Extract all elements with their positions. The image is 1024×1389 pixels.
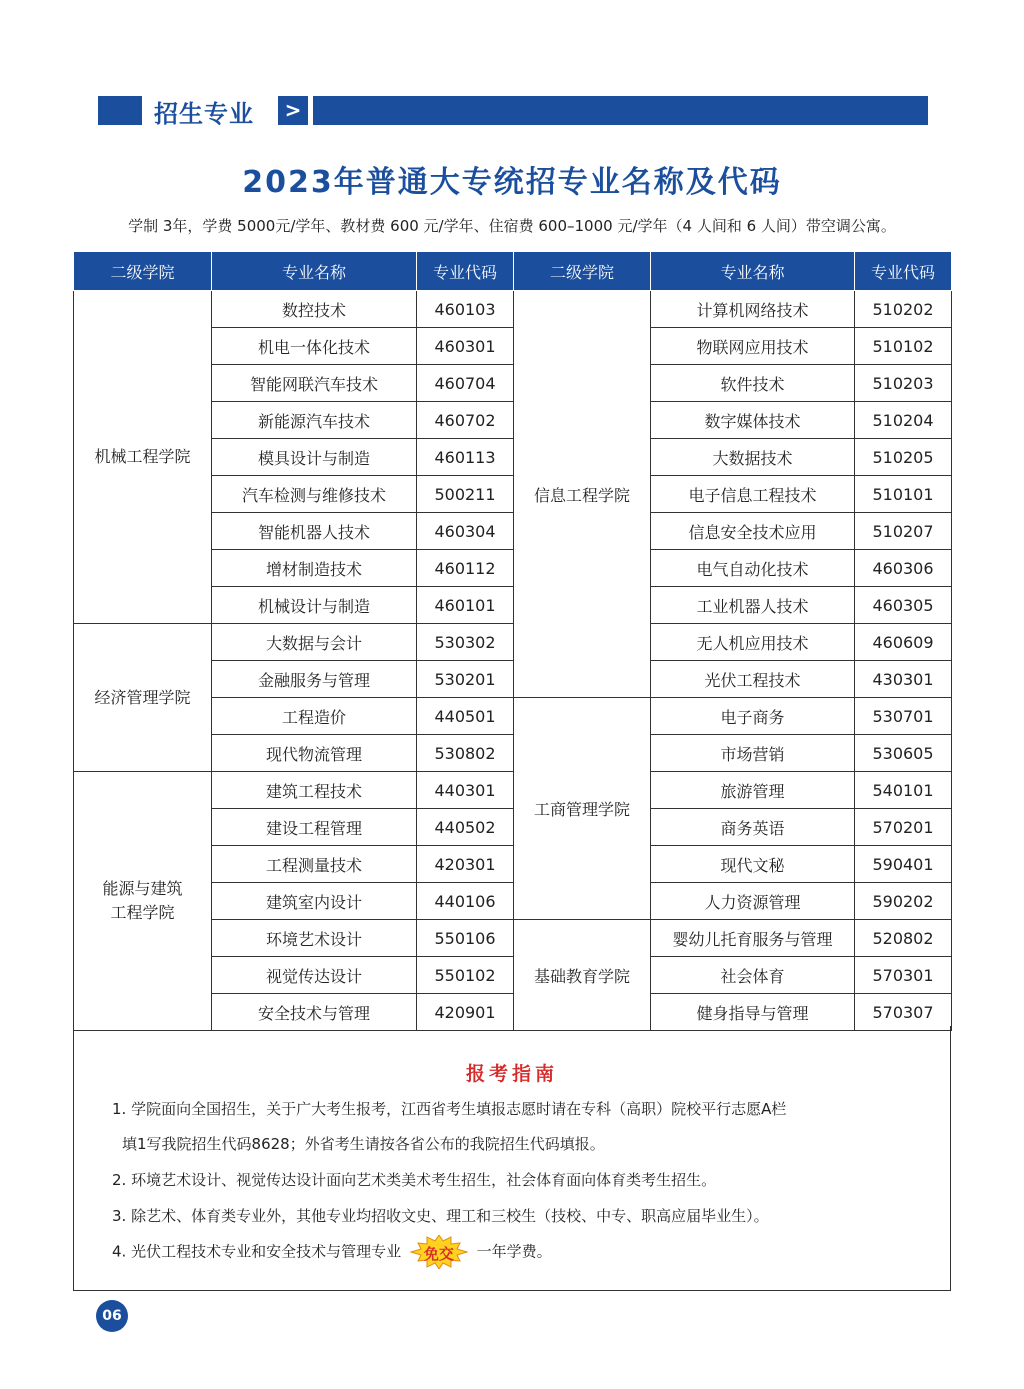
major-name-cell: 智能机器人技术: [212, 513, 417, 550]
guide-title: 报考指南: [465, 1063, 558, 1085]
college-cell-right: 基础教育学院: [514, 920, 651, 1031]
major-name-cell: 电气自动化技术: [651, 550, 855, 587]
major-name-cell: 数字媒体技术: [651, 402, 855, 439]
major-code-cell: 590202: [855, 883, 952, 920]
major-code-cell: 460112: [417, 550, 514, 587]
header-college-left: 二级学院: [74, 252, 212, 291]
major-code-cell: 510204: [855, 402, 952, 439]
page-title: 2023年普通大专统招专业名称及代码: [242, 165, 782, 200]
major-code-cell: 510205: [855, 439, 952, 476]
header-block-right: [313, 96, 928, 125]
major-code-cell: 500211: [417, 476, 514, 513]
major-code-cell: 440502: [417, 809, 514, 846]
college-cell-left: 机械工程学院: [74, 291, 212, 624]
major-name-cell: 无人机应用技术: [651, 624, 855, 661]
college-cell-right: 信息工程学院: [514, 291, 651, 698]
major-name-cell: 现代文秘: [651, 846, 855, 883]
major-name-cell: 工程造价: [212, 698, 417, 735]
major-name-cell: 建筑工程技术: [212, 772, 417, 809]
major-code-cell: 590401: [855, 846, 952, 883]
major-name-cell: 数控技术: [212, 291, 417, 328]
guide-item-4: [112, 1235, 552, 1269]
major-code-cell: 530605: [855, 735, 952, 772]
free-tuition-badge: [410, 1235, 468, 1269]
major-code-cell: 460704: [417, 365, 514, 402]
major-code-cell: 530201: [417, 661, 514, 698]
major-name-cell: 模具设计与制造: [212, 439, 417, 476]
header-code-right: 专业代码: [855, 252, 952, 291]
major-name-cell: 环境艺术设计: [212, 920, 417, 957]
major-code-cell: 460113: [417, 439, 514, 476]
major-code-cell: 510101: [855, 476, 952, 513]
major-code-cell: 570307: [855, 994, 952, 1031]
guide-item-3: 3. 除艺术、体育类专业外，其他专业均招收文史、理工和三校生（技校、中专、职高应届毕业生）。: [112, 1207, 769, 1225]
fee-description: 学制 3年，学费 5000元/学年、教材费 600 元/学年、住宿费 600–1000 元/学年（4 人间和 6 人间）带空调公寓。: [128, 217, 896, 235]
major-name-cell: 工程测量技术: [212, 846, 417, 883]
major-code-cell: 440106: [417, 883, 514, 920]
major-name-cell: 健身指导与管理: [651, 994, 855, 1031]
major-name-cell: 市场营销: [651, 735, 855, 772]
major-name-cell: 建设工程管理: [212, 809, 417, 846]
header-code-left: 专业代码: [417, 252, 514, 291]
major-name-cell: 计算机网络技术: [651, 291, 855, 328]
section-header-bar: [98, 96, 928, 128]
page-number: 06: [96, 1300, 128, 1332]
major-code-cell: 460103: [417, 291, 514, 328]
major-code-cell: 570301: [855, 957, 952, 994]
major-name-cell: 电子商务: [651, 698, 855, 735]
majors-table: [73, 251, 952, 1031]
major-code-cell: 510202: [855, 291, 952, 328]
guide-item-1: 1. 学院面向全国招生，关于广大考生报考，江西省考生填报志愿时请在专科（高职）院校平行志愿A栏: [112, 1100, 787, 1118]
table-header-row: [74, 252, 952, 291]
major-name-cell: 软件技术: [651, 365, 855, 402]
chevron-right-icon: >: [278, 96, 308, 125]
major-name-cell: 工业机器人技术: [651, 587, 855, 624]
major-name-cell: 机械设计与制造: [212, 587, 417, 624]
major-name-cell: 社会体育: [651, 957, 855, 994]
major-name-cell: 视觉传达设计: [212, 957, 417, 994]
major-name-cell: 机电一体化技术: [212, 328, 417, 365]
college-cell-right: 工商管理学院: [514, 698, 651, 920]
application-guide: [73, 1026, 951, 1291]
major-code-cell: 550106: [417, 920, 514, 957]
table-row: [74, 291, 952, 328]
major-code-cell: 530701: [855, 698, 952, 735]
major-code-cell: 440301: [417, 772, 514, 809]
major-name-cell: 汽车检测与维修技术: [212, 476, 417, 513]
major-code-cell: 420301: [417, 846, 514, 883]
major-name-cell: 婴幼儿托育服务与管理: [651, 920, 855, 957]
major-name-cell: 旅游管理: [651, 772, 855, 809]
major-code-cell: 460305: [855, 587, 952, 624]
major-name-cell: 增材制造技术: [212, 550, 417, 587]
major-code-cell: 440501: [417, 698, 514, 735]
major-code-cell: 530802: [417, 735, 514, 772]
major-name-cell: 金融服务与管理: [212, 661, 417, 698]
major-name-cell: 现代物流管理: [212, 735, 417, 772]
header-major-left: 专业名称: [212, 252, 417, 291]
major-code-cell: 510203: [855, 365, 952, 402]
badge-label: 免交: [423, 1245, 454, 1263]
major-code-cell: 510102: [855, 328, 952, 365]
guide-item-4-end: 一年学费。: [476, 1242, 552, 1261]
major-code-cell: 520802: [855, 920, 952, 957]
header-block-left: [98, 96, 142, 125]
section-title: 招生专业: [154, 99, 254, 128]
header-college-right: 二级学院: [514, 252, 651, 291]
major-code-cell: 460609: [855, 624, 952, 661]
table-row: [74, 772, 952, 809]
major-code-cell: 460306: [855, 550, 952, 587]
major-name-cell: 物联网应用技术: [651, 328, 855, 365]
guide-item-4-text: 4. 光伏工程技术专业和安全技术与管理专业: [112, 1242, 402, 1261]
major-code-cell: 460304: [417, 513, 514, 550]
major-code-cell: 530302: [417, 624, 514, 661]
major-name-cell: 建筑室内设计: [212, 883, 417, 920]
major-name-cell: 智能网联汽车技术: [212, 365, 417, 402]
guide-item-1-continued: 填1写我院招生代码8628；外省考生请按各省公布的我院招生代码填报。: [122, 1135, 605, 1153]
major-name-cell: 人力资源管理: [651, 883, 855, 920]
college-cell-left: 能源与建筑 工程学院: [74, 772, 212, 1031]
major-name-cell: 安全技术与管理: [212, 994, 417, 1031]
major-code-cell: 570201: [855, 809, 952, 846]
major-code-cell: 420901: [417, 994, 514, 1031]
major-name-cell: 大数据技术: [651, 439, 855, 476]
major-name-cell: 商务英语: [651, 809, 855, 846]
major-name-cell: 大数据与会计: [212, 624, 417, 661]
major-name-cell: 电子信息工程技术: [651, 476, 855, 513]
table-row: [74, 624, 952, 661]
major-code-cell: 460702: [417, 402, 514, 439]
major-code-cell: 550102: [417, 957, 514, 994]
major-code-cell: 460101: [417, 587, 514, 624]
major-code-cell: 460301: [417, 328, 514, 365]
guide-item-2: 2. 环境艺术设计、视觉传达设计面向艺术类美术考生招生，社会体育面向体育类考生招生。: [112, 1171, 717, 1189]
header-major-right: 专业名称: [651, 252, 855, 291]
major-code-cell: 510207: [855, 513, 952, 550]
major-name-cell: 光伏工程技术: [651, 661, 855, 698]
major-code-cell: 430301: [855, 661, 952, 698]
major-name-cell: 新能源汽车技术: [212, 402, 417, 439]
major-name-cell: 信息安全技术应用: [651, 513, 855, 550]
major-code-cell: 540101: [855, 772, 952, 809]
college-cell-left: 经济管理学院: [74, 624, 212, 772]
majors-table-body: [74, 291, 952, 1031]
